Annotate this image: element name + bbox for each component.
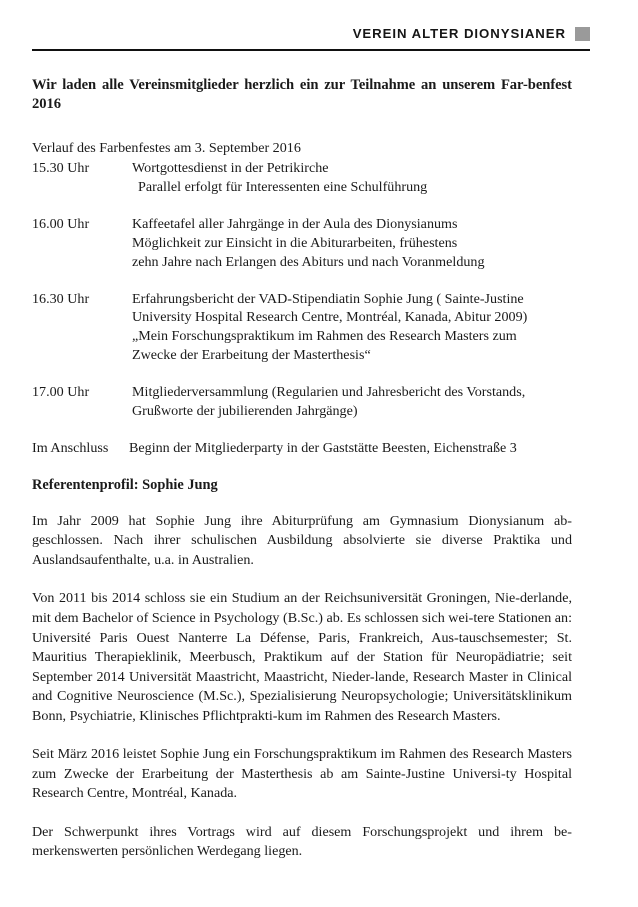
schedule-entry-time: 16.30 Uhr xyxy=(32,290,90,307)
schedule-entry-line: Grußworte der jubilierenden Jahrgänge) xyxy=(132,403,358,420)
schedule-entry-description xyxy=(129,439,572,458)
schedule-entry-description xyxy=(132,215,572,272)
schedule-entry-time: 15.30 Uhr xyxy=(32,159,90,176)
schedule-entry-line: Beginn der Mitgliederparty in der Gaststätte Beesten, Eichenstraße 3 xyxy=(129,440,517,457)
profile-paragraph: Im Jahr 2009 hat Sophie Jung ihre Abiturprüfung am Gymnasium Dionysianum ab-geschlossen. Nach ihrer schulischen Ausbildung absolvierte sie diverse Praktika und Auslandsaufenthalte, u.a. in Australien. xyxy=(32,512,572,568)
schedule-entry-line: Parallel erfolgt für Interessenten eine Schulführung xyxy=(138,178,428,195)
schedule-entry-line: „Mein Forschungspraktikum im Rahmen des Research Masters zum xyxy=(132,328,517,345)
page-header xyxy=(32,24,590,51)
masthead-row xyxy=(32,24,590,44)
profile-paragraph: Von 2011 bis 2014 schloss sie ein Studium an der Reichsuniversität Groningen, Nie-derlande, mit dem Bachelor of Science in Psychology (B.Sc.) ab. Es schlossen sich wei-tere Stationen an: Université Paris Ouest Nanterre La Défense, Paris, Frankreich, Aus-tauschsemester; St. Mauritius Therapieklinik, Meerbusch, Praktikum auf der Station für Neuropädiatrie; seit September 2014 Universität Maastricht, Maastricht, Nieder-lande, Research Master in Clinical and Cognitive Neuroscience (M.Sc.), Spezialisierung Neuropsychologie; Universitätsklinikum Bonn, Psychiatrie, Klinisches Pflichtprakti-kum im Rahmen des Research Masters. xyxy=(32,590,572,724)
schedule-entry-line: Zwecke der Erarbeitung der Masterthesis“ xyxy=(132,347,371,364)
invitation-lead-paragraph: Wir laden alle Vereinsmitglieder herzlich ein zur Teilnahme an unserem Far-benfest 2016 xyxy=(32,77,572,113)
schedule-entry xyxy=(32,439,572,458)
header-square-mark-icon xyxy=(575,27,590,41)
schedule-entry-line: Mitgliederversammlung (Regularien und Jahresbericht des Vorstands, xyxy=(132,384,526,401)
schedule-entry-description xyxy=(132,290,572,366)
schedule-entry-line: Kaffeetafel aller Jahrgänge in der Aula des Dionysianums xyxy=(132,215,458,232)
schedule-entry-line: University Hospital Research Centre, Montréal, Kanada, Abitur 2009) xyxy=(132,309,528,326)
schedule-entry-line: zehn Jahre nach Erlangen des Abiturs und nach Voranmeldung xyxy=(132,253,485,270)
header-divider xyxy=(32,49,590,51)
schedule-entry-line: Möglichkeit zur Einsicht in die Abiturarbeiten, frühestens xyxy=(132,234,458,251)
schedule-entry xyxy=(32,159,572,197)
schedule-entry xyxy=(32,290,572,366)
event-schedule xyxy=(32,139,572,458)
profile-heading: Referentenprofil: Sophie Jung xyxy=(32,477,218,494)
publication-title: VEREIN ALTER DIONYSIANER xyxy=(352,26,566,42)
profile-paragraph: Der Schwerpunkt ihres Vortrags wird auf diesem Forschungsprojekt und ihrem be-merkenswerten persönlichen Werdegang liegen. xyxy=(32,823,572,860)
schedule-entry-line: Erfahrungsbericht der VAD-Stipendiatin Sophie Jung ( Sainte-Justine xyxy=(132,290,524,307)
schedule-entry-time: Im Anschluss xyxy=(32,440,109,457)
profile-paragraph: Seit März 2016 leistet Sophie Jung ein Forschungspraktikum im Rahmen des Research Masters zum Zwecke der Erarbeitung der Masterthesis ab am Sainte-Justine Universi-ty Hospital Research Centre, Montréal, Kanada. xyxy=(32,746,572,802)
schedule-entry-description xyxy=(132,383,572,421)
schedule-entry-line: Wortgottesdienst in der Petrikirche xyxy=(132,159,329,176)
schedule-entry xyxy=(32,383,572,421)
schedule-intro-line: Verlauf des Farbenfestes am 3. September 2016 xyxy=(32,139,301,156)
schedule-entry-time: 17.00 Uhr xyxy=(32,384,90,401)
document-content xyxy=(32,76,572,862)
schedule-entry xyxy=(32,215,572,272)
schedule-entry-time: 16.00 Uhr xyxy=(32,215,90,232)
schedule-entry-description xyxy=(132,159,572,197)
